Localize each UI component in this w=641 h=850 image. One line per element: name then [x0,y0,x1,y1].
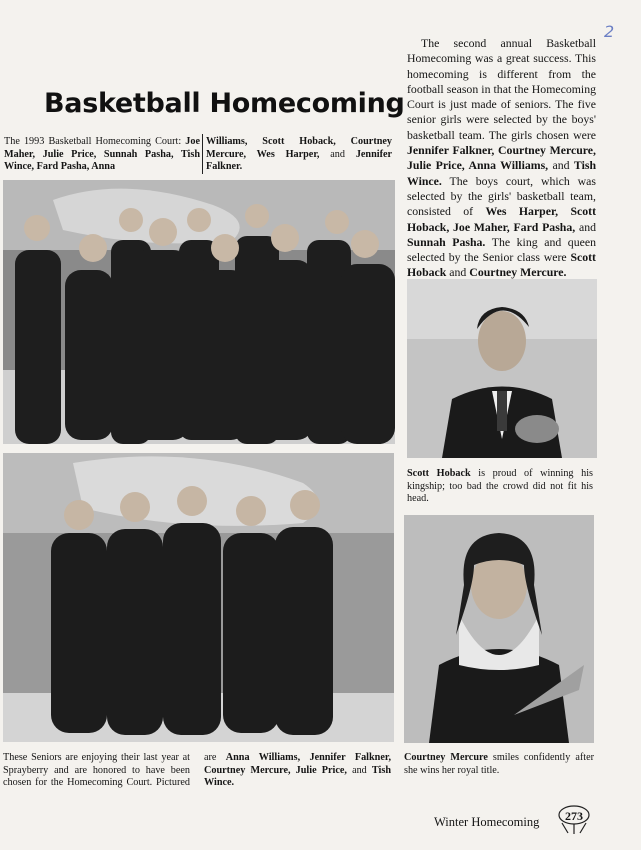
photo-seniors-art [3,453,394,742]
caption-seniors-last: Tish Wince. [204,764,391,789]
story-p1: The second annual Basketball Homecoming was a great success. This homecoming is different from the football season in that the Homecoming Court is just made of seniors. The five senior girls were selected by the boys' basketball team. The girls chosen were [407,36,596,142]
story-girl-last: Tish Wince. [407,158,597,188]
photo-courtney-mercure [404,515,594,743]
photo-homecoming-court [3,180,395,444]
caption-king-name: Scott Hoback [407,468,471,479]
photo-king-art [407,279,597,458]
caption-court-and: and [330,148,345,160]
story-and-1: and [552,158,570,173]
story-p3: The king and queen selected by the Senior class were [407,234,596,265]
caption-queen-name: Courtney Mercure [404,752,488,763]
page-number: 273 [565,809,583,823]
section-footer-label: Winter Homecoming [434,815,540,829]
caption-seniors-and: and [352,764,367,776]
caption-court-names-last: Jennifer Falkner. [206,148,393,173]
caption-seniors-text: These Seniors are enjoying their last year at Sprayberry and are honored to have been chosen for the Homecoming Court. Pictured are [3,752,217,789]
story-boy-last: Sunnah Pasha. [407,234,486,249]
story-queen: Courtney Mercure. [469,265,567,280]
story-p2: The boys court, which was selected by the girls' basketball team, consisted of [407,173,596,219]
photo-senior-girls [3,453,394,742]
caption-court-left [4,136,200,174]
caption-queen-text: smiles confidently after she wins her royal title. [404,752,594,776]
page-title: Basketball Homecoming [44,88,405,119]
photo-court-art [3,180,395,444]
photo-queen-art [404,515,594,743]
story-girls: Jennifer Falkner, Courtney Mercure, Julie Price, Anna Williams, [407,143,596,173]
caption-seniors [3,752,391,790]
caption-seniors-names: Anna Williams, Jennifer Falkner, Courtney Mercure, Julie Price, [204,752,391,776]
caption-court-names: Joe Maher, Julie Price, Sunnah Pasha, Tish Wince, Fard Pasha, Anna [4,136,201,173]
caption-court-right [206,136,392,174]
caption-court-names-cont: Williams, Scott Hoback, Courtney Mercure, Wes Harper, [206,136,392,160]
caption-queen [404,752,594,777]
caption-king-text: is proud of winning his kingship; too bad the crowd did not fit his head. [407,468,593,505]
column-divider [202,134,203,174]
story-and-2: and [578,219,597,234]
story-text [407,36,596,281]
page-number-badge [556,801,592,835]
caption-court-intro: The 1993 Basketball Homecoming Court: [4,136,182,147]
caption-king [407,468,593,506]
story-boys: Wes Harper, Scott Hoback, Joe Maher, Fard Pasha, [407,204,597,234]
story-king: Scott Hoback [407,250,596,280]
photo-scott-hoback [407,279,597,458]
story-and-3: and [449,265,467,280]
handwritten-mark: 2 [604,22,615,41]
